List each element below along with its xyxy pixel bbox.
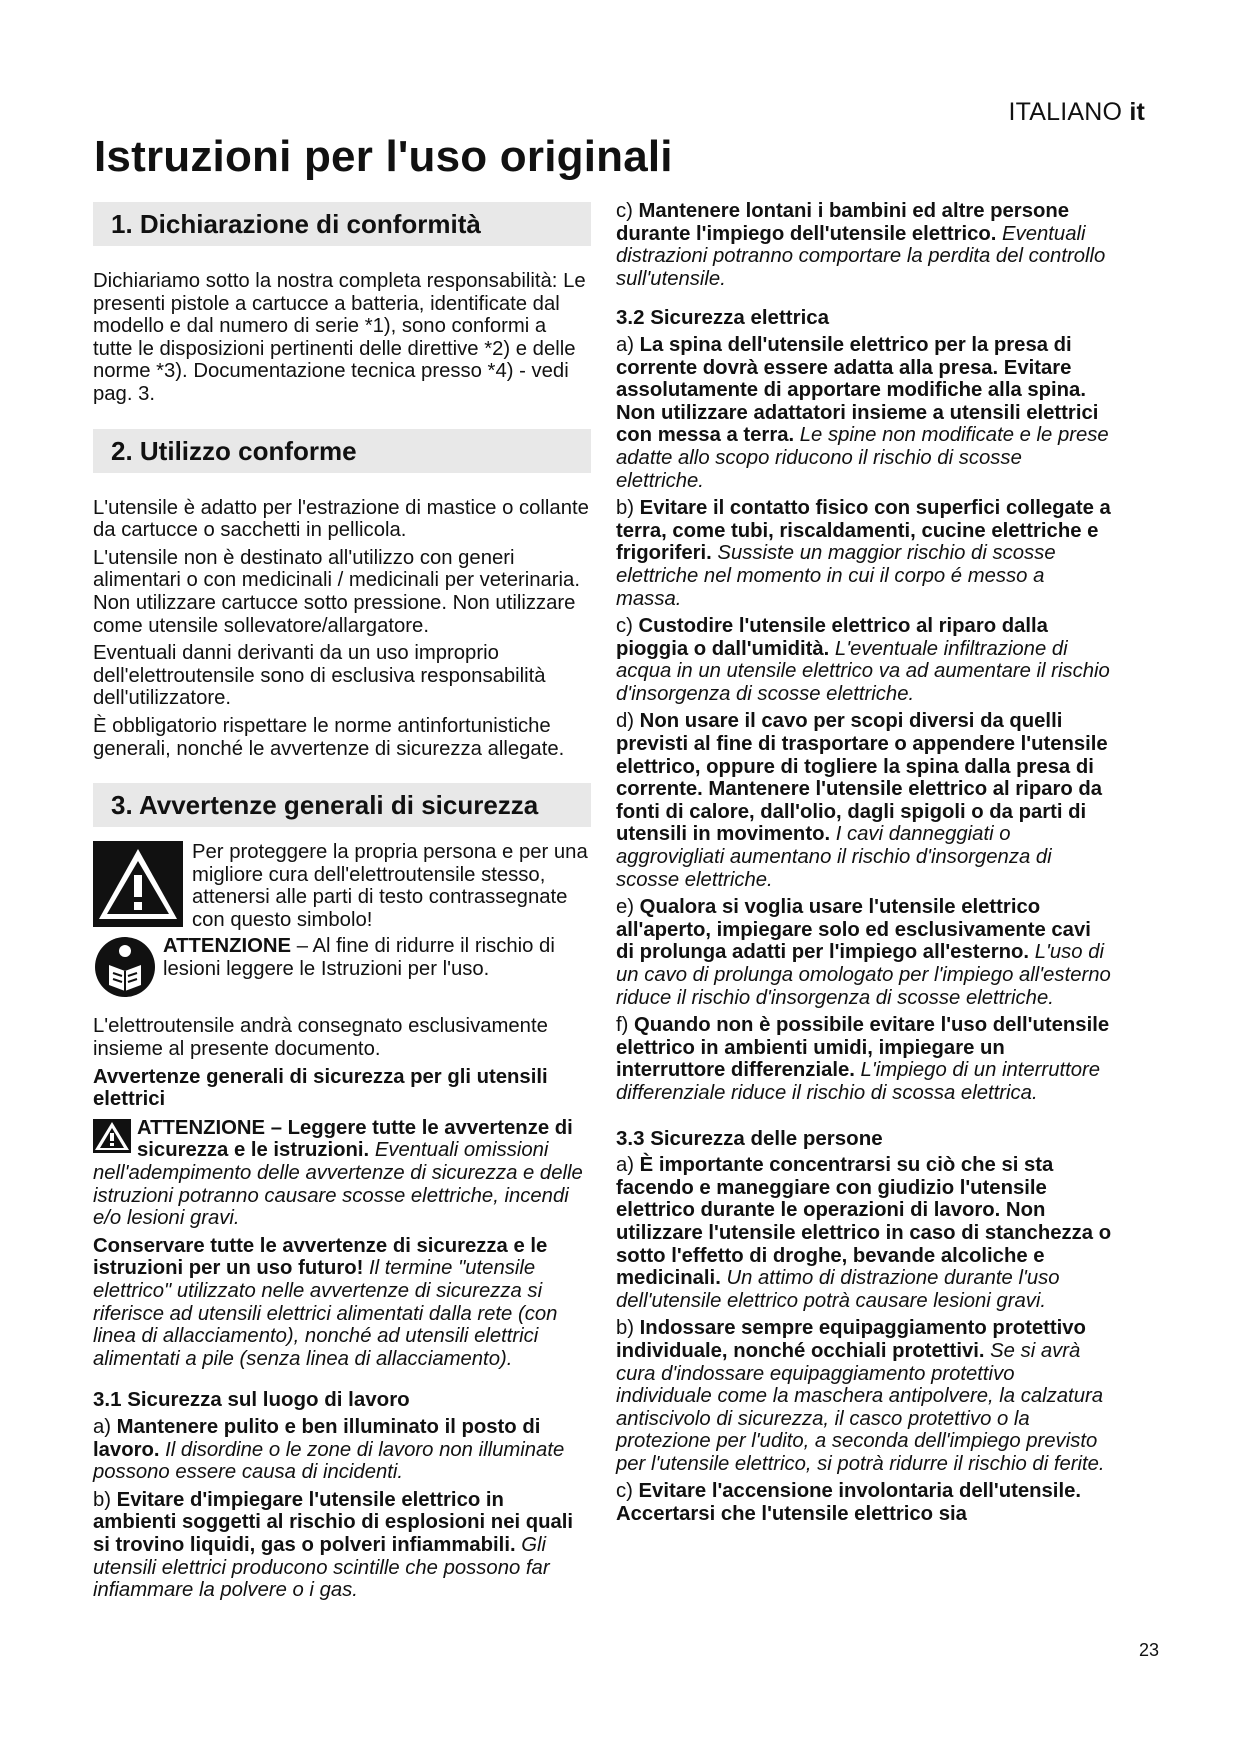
keep-warnings-bold: Conservare tutte le avvertenze di sicurezza e le istruzioni per un uso futuro! <box>93 1234 548 1280</box>
section-3-1-c <box>616 200 1114 290</box>
language-label <box>1009 98 1146 127</box>
read-all-warnings-italic: Eventuali omissioni nell'adempimento delle avvertenze di sicurezza e delle istruzioni potranno causare scosse elettriche, incendi e/o lesioni gravi. <box>93 1139 583 1230</box>
item-label: a) <box>93 1415 117 1438</box>
section-3-1-heading: 3.1 Sicurezza sul luogo di lavoro <box>93 1388 410 1412</box>
keep-warnings <box>93 1235 591 1371</box>
item-bold: Qualora si voglia usare l'utensile elettrico all'aperto, impiegare solo ed esclusivamente cavi di prolunga adatti per l'impiego all'esterno. <box>616 896 1091 964</box>
read-manual-note <box>93 935 591 999</box>
language-code: it <box>1129 98 1145 126</box>
section-2-p4: È obbligatorio rispettare le norme antinfortunistiche generali, nonché le avvertenze di sicurezza allegate. <box>93 714 565 760</box>
section-1-text: Dichiariamo sotto la nostra completa responsabilità: Le presenti pistole a cartucce a batteria, identificate dal modello e dal numero di serie *1), sono conformi a tutte le disposizioni pertinenti delle direttive *2) e delle norme *3). Documentazione tecnica presso *4) - vedi pag. 3. <box>93 270 586 405</box>
deliver-note: L'elettroutensile andrà consegnato esclusivamente insieme al presente documento. <box>93 1015 548 1061</box>
item-label: c) <box>616 615 639 638</box>
left-column <box>93 202 591 1607</box>
warning-symbol-note <box>93 841 591 931</box>
section-3-2-b <box>616 497 1114 610</box>
item-label: b) <box>616 1317 640 1340</box>
item-bold: Non usare il cavo per scopi diversi da quelli previsti al fine di trasportare o appendere l'utensile elettrico, oppure di togliere la spina dalla presa di corrente. Mantenere l'utensile elettrico al riparo da fonti di calore, dall'olio, dagli spigoli o da parti di utensili in movimento. <box>616 710 1108 846</box>
item-bold: Evitare il contatto fisico con superfici collegate a terra, come tubi, riscaldamenti, cucine elettriche e frigoriferi. <box>616 497 1111 565</box>
read-manual-text <box>163 935 591 980</box>
section-2-p2: L'utensile non è destinato all'utilizzo con generi alimentari o con medicinali / medicinali per veterinaria. Non utilizzare cartucce sotto pressione. Non utilizzare come utensile sollevatore/allargatore. <box>93 546 580 637</box>
section-3-2-f <box>616 1014 1114 1104</box>
item-bold: Evitare l'accensione involontaria dell'utensile. Accertarsi che l'utensile elettrico sia <box>616 1480 1081 1526</box>
item-bold: La spina dell'utensile elettrico per la presa di corrente dovrà essere adatta alla presa. Evitare assolutamente di apportare modifiche alla spina. Non utilizzare adattatori insieme a utensili elettrici con messa a terra. <box>616 333 1099 447</box>
read-manual-icon <box>93 935 157 999</box>
warning-triangle-icon <box>93 841 183 927</box>
item-label: b) <box>93 1488 117 1511</box>
warning-symbol-text: Per proteggere la propria persona e per una migliore cura dell'elettroutensile stesso, attenersi alle parti di testo contrassegnate con questo simbolo! <box>192 841 588 931</box>
section-2-p1: L'utensile è adatto per l'estrazione di mastice o collante da cartucce o sacchetti in pellicola. <box>93 496 589 542</box>
section-3-2-c <box>616 615 1114 705</box>
item-italic: Gli utensili elettrici producono scintille che possono far infiammare la polvere o i gas. <box>93 1533 550 1602</box>
item-bold: Mantenere lontani i bambini ed altre persone durante l'impiego dell'utensile elettrico. <box>616 200 1070 245</box>
item-label: d) <box>616 710 640 733</box>
section-2-heading: 2. Utilizzo conforme <box>93 429 591 473</box>
item-label: e) <box>616 896 640 919</box>
item-label: a) <box>616 333 640 356</box>
section-3-2-a <box>616 334 1114 492</box>
item-italic: Le spine non modificate e le prese adatte allo scopo riducono il rischio di scosse elettriche. <box>616 424 1109 492</box>
item-italic: Un attimo di distrazione durante l'uso dell'utensile elettrico potrà causare lesioni gravi. <box>616 1267 1060 1312</box>
item-italic: L'uso di un cavo di prolunga omologato per l'impiego all'esterno riduce il rischio d'insorgenza di scosse elettriche. <box>616 941 1111 1009</box>
item-bold: Custodire l'utensile elettrico al riparo dalla pioggia o dall'umidità. <box>616 615 1048 660</box>
item-italic: Eventuali distrazioni potranno comportare la perdita del controllo sull'utensile. <box>616 222 1106 290</box>
section-3-2-d <box>616 710 1114 891</box>
item-italic: Il disordine o le zone di lavoro non illuminate possono essere causa di incidenti. <box>93 1438 565 1484</box>
item-italic: L'eventuale infiltrazione di acqua in un utensile elettrico va ad aumentare il rischio d'insorgenza di scosse elettriche. <box>616 637 1110 705</box>
section-3-3-heading: 3.3 Sicurezza delle persone <box>616 1126 883 1150</box>
item-bold: Quando non è possibile evitare l'uso dell'utensile elettrico in ambienti umidi, impiegare un interruttore differenziale. <box>616 1014 1110 1082</box>
right-column <box>616 200 1114 1531</box>
language-name: ITALIANO <box>1008 98 1123 126</box>
small-warning-triangle-icon <box>93 1119 131 1153</box>
item-italic: I cavi danneggiati o aggrovigliati aumentano il rischio d'insorgenza di scosse elettriche. <box>616 823 1052 891</box>
section-3-3-a <box>616 1154 1114 1312</box>
item-bold: Indossare sempre equipaggiamento protettivo individuale, nonché occhiali protettivi. <box>616 1317 1086 1362</box>
section-3-3-b <box>616 1317 1114 1475</box>
item-label: a) <box>616 1154 640 1177</box>
read-all-warnings-bold: ATTENZIONE – Leggere tutte le avvertenze di sicurezza e le istruzioni. <box>137 1116 573 1162</box>
section-3-heading: 3. Avvertenze generali di sicurezza <box>93 783 591 827</box>
section-1-heading: 1. Dichiarazione di conformità <box>93 202 591 246</box>
section-3-2-heading: 3.2 Sicurezza elettrica <box>616 306 830 330</box>
item-label: c) <box>616 1480 639 1503</box>
page-title: Istruzioni per l'uso originali <box>94 132 673 181</box>
item-label: b) <box>616 497 640 520</box>
item-bold: È importante concentrarsi su ciò che si sta facendo e maneggiare con giudizio l'utensile elettrico durante le operazioni di lavoro. Non utilizzare l'utensile elettrico in caso di stanchezza o sotto l'effetto di droghe, bevande alcoliche e medicinali. <box>616 1154 1112 1290</box>
item-label: c) <box>616 200 639 222</box>
attention-text: – Al fine di ridurre il rischio di lesioni leggere le Istruzioni per l'uso. <box>163 935 555 981</box>
section-3-3-c <box>616 1480 1114 1525</box>
general-warnings-heading: Avvertenze generali di sicurezza per gli utensili elettrici <box>93 1065 548 1111</box>
item-label: f) <box>616 1014 635 1037</box>
item-bold: Mantenere pulito e ben illuminato il posto di lavoro. <box>93 1415 541 1461</box>
item-italic: Sussiste un maggior rischio di scosse elettriche nel momento in cui il corpo é messo a massa. <box>616 542 1056 610</box>
item-bold: Evitare d'impiegare l'utensile elettrico in ambienti soggetti al rischio di esplosioni nei quali si trovino liquidi, gas o polveri infiammabili. <box>93 1488 574 1556</box>
keep-warnings-italic: Il termine "utensile elettrico" utilizzato nelle avvertenze di sicurezza si riferisce ad utensili elettrici alimentati dalla rete (con linea di allacciamento), nonché ad utensili elettrici alimentati a pile (senza linea di allacciamento). <box>93 1257 558 1370</box>
section-3-2-e <box>616 896 1114 1009</box>
item-italic: L'impiego di un interruttore differenziale riduce il rischio di scossa elettrica. <box>616 1059 1101 1104</box>
section-2-p3: Eventuali danni derivanti da un uso improprio dell'elettroutensile sono di esclusiva responsabilità dell'utilizzatore. <box>93 642 546 710</box>
item-italic: Se si avrà cura d'indossare equipaggiamento protettivo individuale come la maschera antipolvere, la calzatura antiscivolo di sicurezza, il casco protettivo o la protezione per l'udito, a seconda dell'impiego previsto per l'utensile elettrico, si potrà ridurre il rischio di ferite. <box>616 1339 1105 1475</box>
page-number: 23 <box>1138 1640 1159 1660</box>
section-3-1-a <box>93 1416 591 1484</box>
attention-label: ATTENZIONE <box>163 935 292 958</box>
section-3-1-b <box>93 1489 591 1602</box>
read-all-warnings <box>93 1117 591 1230</box>
